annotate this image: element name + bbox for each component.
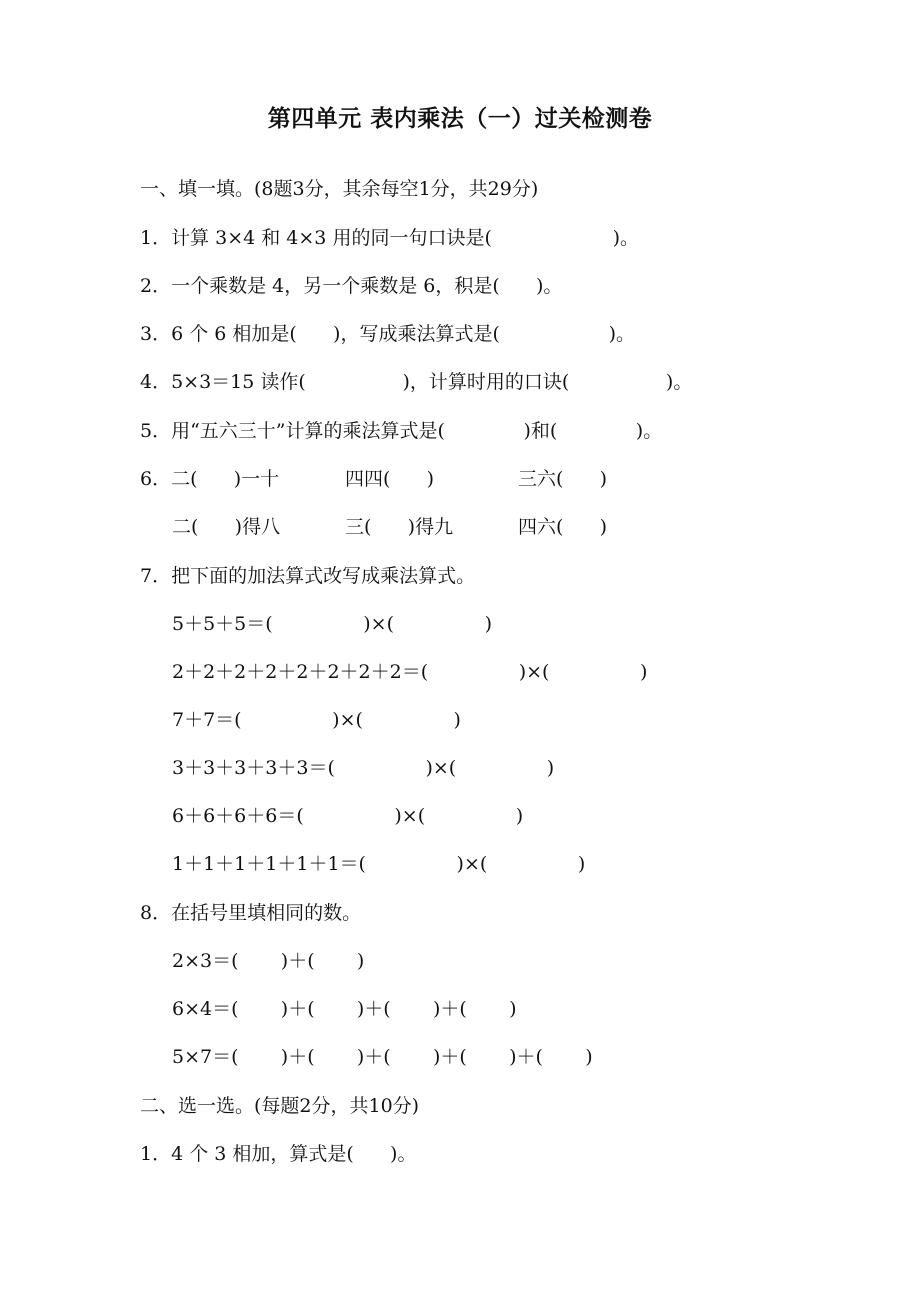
q8-equation: 5×7＝( )＋( )＋( )＋( )＋( ) [172, 1046, 593, 1068]
q6-item: 三六( ) [518, 468, 608, 490]
q7-equation: 3＋3＋3＋3＋3＝( )×( ) [172, 757, 555, 779]
question-1-8-prompt: 8．在括号里填相同的数。 [140, 902, 362, 924]
q7-equation: 5＋5＋5＝( )×( ) [172, 613, 493, 635]
section-1-heading: 一、填一填。(8题3分，其余每空1分，共29分) [140, 178, 539, 200]
q6-item: 二( )得八 [172, 516, 281, 538]
q6-item: 四四( ) [345, 468, 435, 490]
question-2-1: 1．4 个 3 相加，算式是( )。 [140, 1143, 417, 1165]
q7-equation: 7＋7＝( )×( ) [172, 709, 461, 731]
question-1-4: 4．5×3＝15 读作( )，计算时用的口诀( )。 [140, 371, 693, 393]
question-1-3: 3．6 个 6 相加是( )，写成乘法算式是( )。 [140, 323, 635, 345]
q7-equation: 2＋2＋2＋2＋2＋2＋2＋2＝( )×( ) [172, 661, 648, 683]
question-1-2: 2．一个乘数是 4，另一个乘数是 6，积是( )。 [140, 275, 563, 297]
section-2-heading: 二、选一选。(每题2分，共10分) [140, 1095, 420, 1117]
q7-equation: 6＋6＋6＋6＝( )×( ) [172, 805, 524, 827]
question-1-5: 5．用“五六三十”计算的乘法算式是( )和( )。 [140, 420, 663, 442]
q6-item: 四六( ) [518, 516, 608, 538]
q6-item: 6．二( )一十 [140, 468, 280, 490]
question-1-7-prompt: 7．把下面的加法算式改写成乘法算式。 [140, 565, 476, 587]
question-1-1: 1．计算 3×4 和 4×3 用的同一句口诀是( )。 [140, 227, 640, 249]
page-title: 第四单元 表内乘法（一）过关检测卷 [267, 106, 653, 132]
q8-equation: 6×4＝( )＋( )＋( )＋( ) [172, 998, 517, 1020]
q8-equation: 2×3＝( )＋( ) [172, 950, 365, 972]
q6-item: 三( )得九 [345, 516, 454, 538]
q7-equation: 1＋1＋1＋1＋1＋1＝( )×( ) [172, 853, 586, 875]
